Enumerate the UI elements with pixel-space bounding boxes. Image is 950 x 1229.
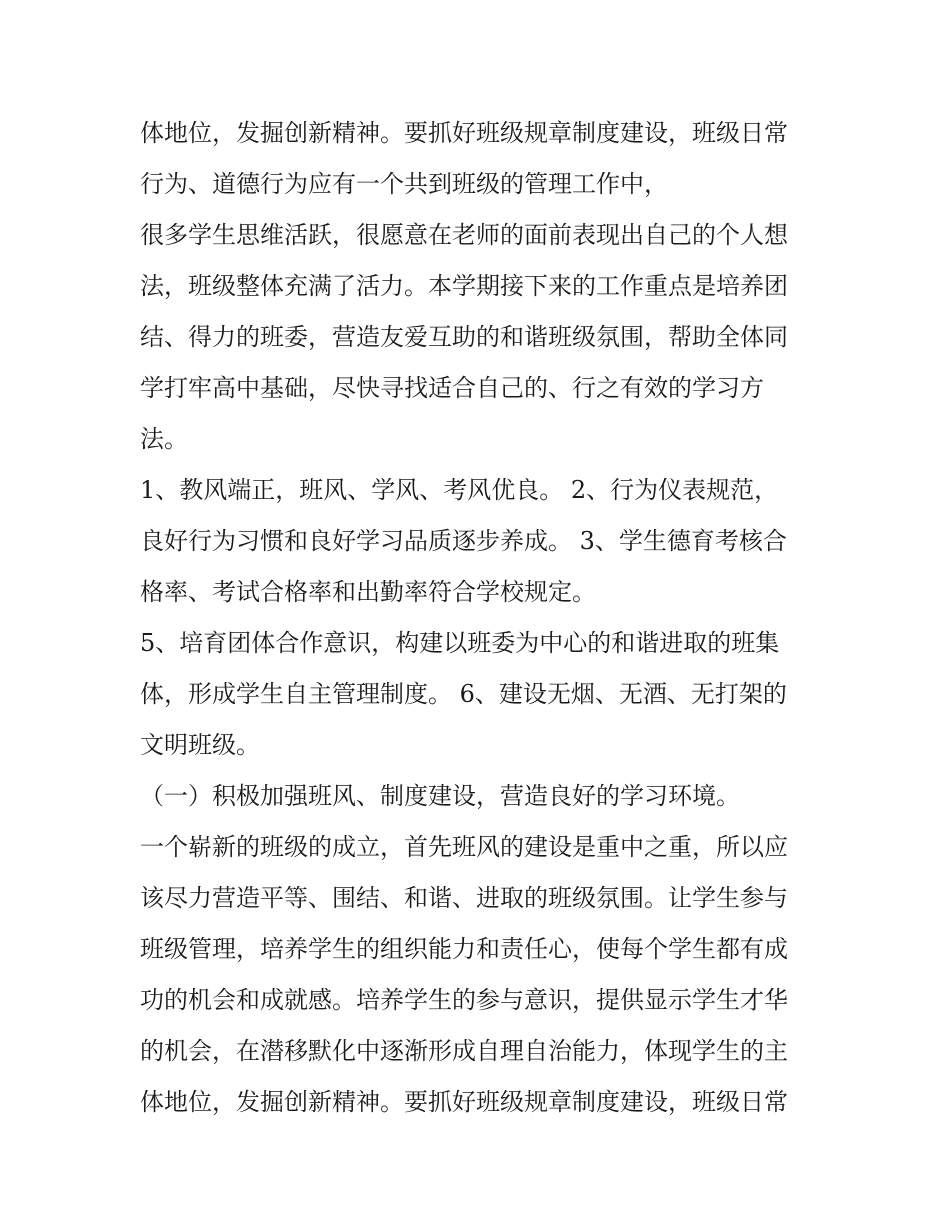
- text-line: 法。: [140, 425, 188, 453]
- text-line: 一个崭新的班级的成立，首先班风的建设是重中之重，所以应: [140, 833, 788, 861]
- text-line: 体地位，发掘创新精神。要抓好班级规章制度建设，班级日常: [140, 1088, 788, 1116]
- text-line: 格率、考试合格率和出勤率符合学校规定。: [140, 578, 596, 606]
- text-line: 的机会，在潜移默化中逐渐形成自理自治能力，体现学生的主: [140, 1037, 788, 1065]
- text-line: 体地位，发掘创新精神。要抓好班级规章制度建设，班级日常: [140, 119, 788, 147]
- text-line: 很多学生思维活跃，很愿意在老师的面前表现出自己的个人想: [140, 221, 788, 249]
- text-line: 1、教风端正，班风、学风、考风优良。 2、行为仪表规范，: [140, 476, 779, 504]
- text-line: 文明班级。: [140, 731, 260, 759]
- text-line: 行为、道德行为应有一个共到班级的管理工作中，: [140, 170, 668, 198]
- document-body: [140, 108, 820, 1128]
- text-line: 学打牢高中基础，尽快寻找适合自己的、行之有效的学习方: [140, 374, 764, 402]
- section-heading: （一）积极加强班风、制度建设，营造良好的学习环境。: [140, 782, 740, 810]
- text-line: 功的机会和成就感。培养学生的参与意识，提供显示学生才华: [140, 986, 788, 1014]
- text-line: 良好行为习惯和良好学习品质逐步养成。 3、学生德育考核合: [140, 527, 787, 555]
- text-line: 法，班级整体充满了活力。本学期接下来的工作重点是培养团: [140, 272, 788, 300]
- text-line: 5、培育团体合作意识，构建以班委为中心的和谐进取的班集: [140, 629, 780, 657]
- text-line: 体，形成学生自主管理制度。 6、建设无烟、无酒、无打架的: [140, 680, 787, 708]
- text-line: 该尽力营造平等、围结、和谐、进取的班级氛围。让学生参与: [140, 884, 788, 912]
- text-line: 结、得力的班委，营造友爱互助的和谐班级氛围，帮助全体同: [140, 323, 788, 351]
- text-line: 班级管理，培养学生的组织能力和责任心，使每个学生都有成: [140, 935, 788, 963]
